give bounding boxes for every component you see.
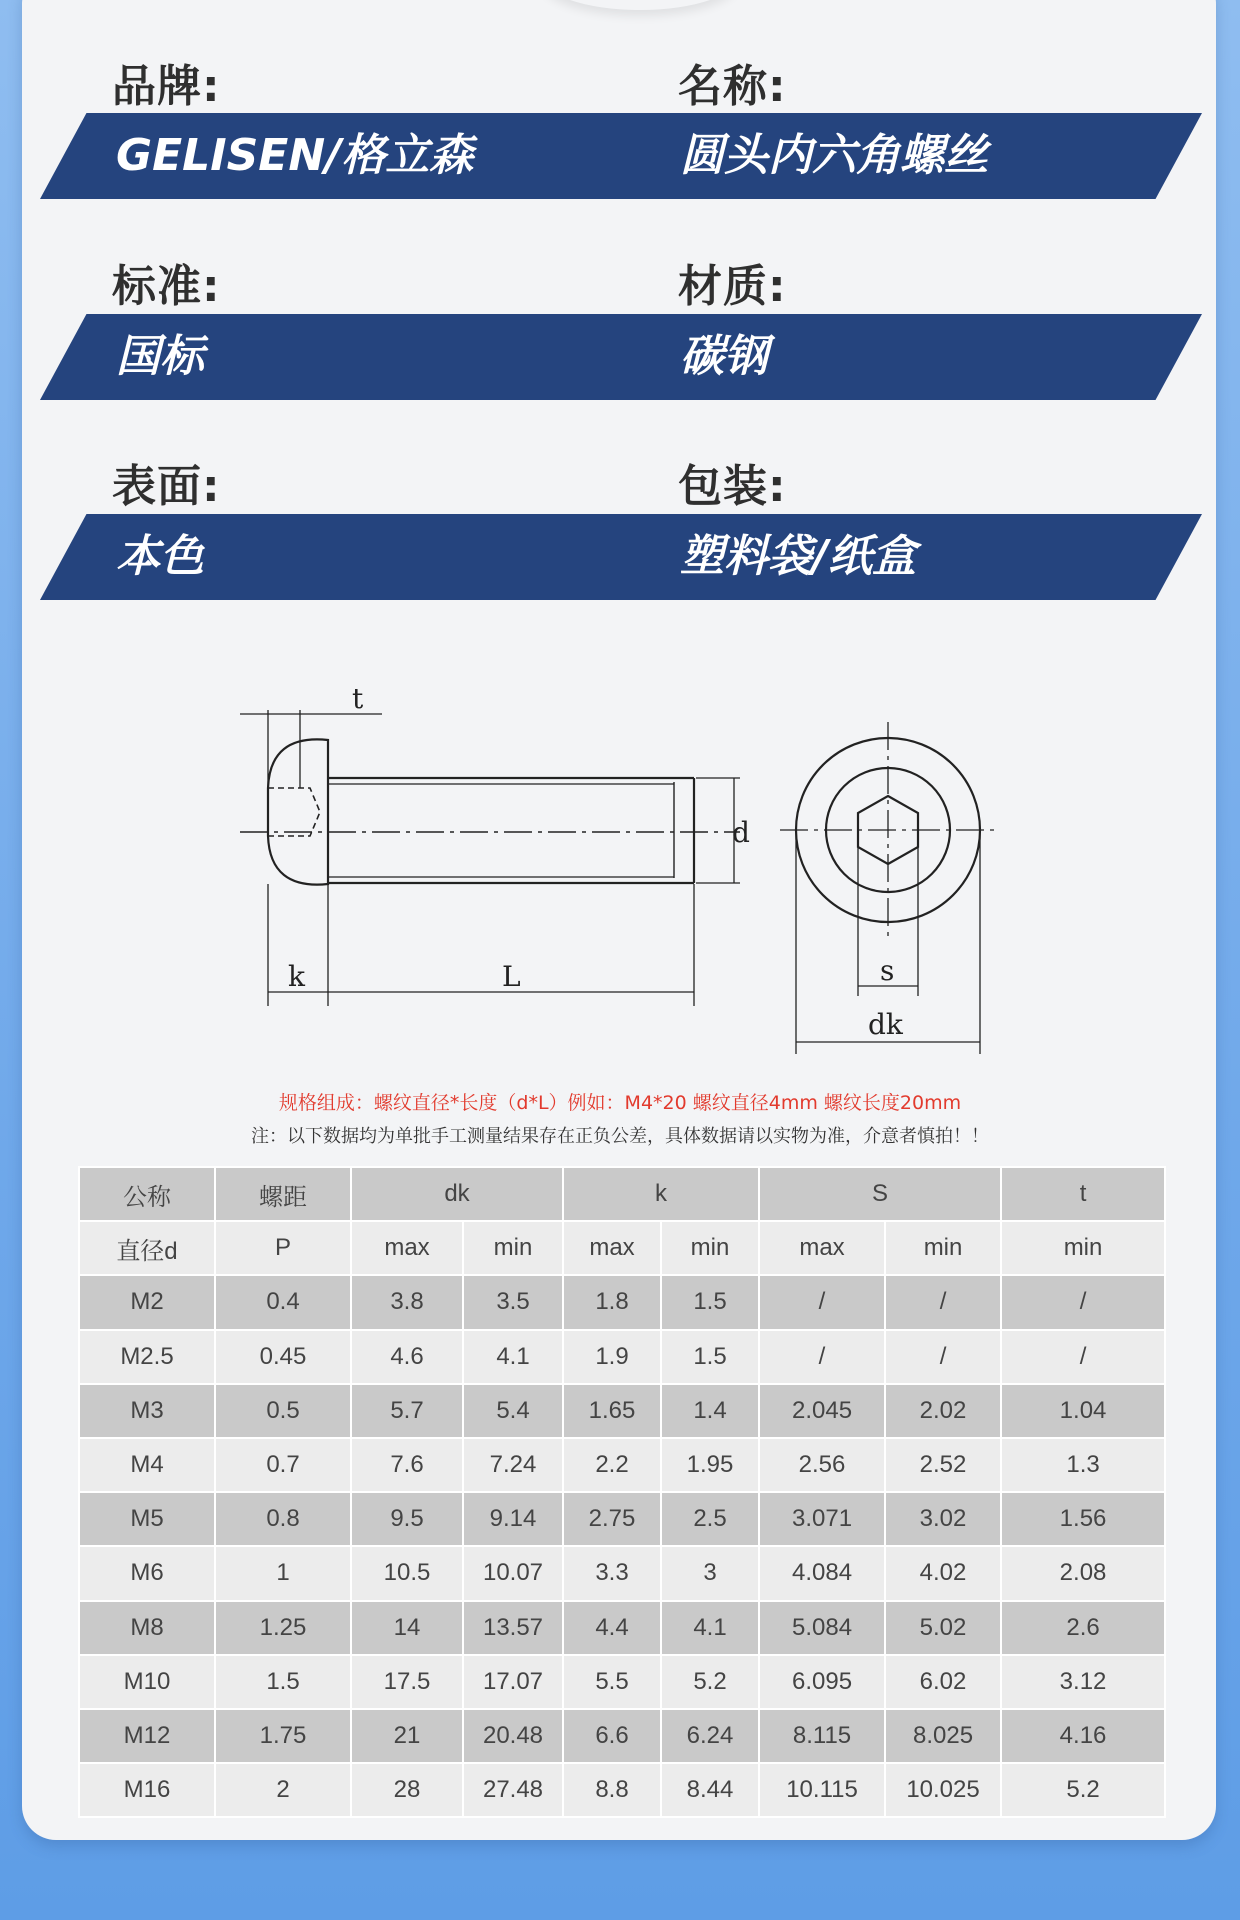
table-cell: 28 (351, 1763, 463, 1817)
table-cell: 1.4 (661, 1384, 759, 1438)
table-cell: 5.02 (885, 1601, 1001, 1655)
table-cell: 3.3 (563, 1546, 661, 1600)
table-row (79, 1492, 1165, 1546)
disclaimer-note: 注：以下数据均为单批手工测量结果存在正负公差，具体数据请以实物为准，介意者慎拍！！ (251, 1126, 989, 1147)
table-cell: 4.1 (463, 1330, 563, 1384)
table-cell: 1.65 (563, 1384, 661, 1438)
table-cell: 4.084 (759, 1546, 885, 1600)
table-cell: 2.6 (1001, 1601, 1165, 1655)
dim-label-d: d (732, 816, 750, 849)
table-cell: 3.071 (759, 1492, 885, 1546)
table-cell: 6.095 (759, 1655, 885, 1709)
table-cell: M2.5 (79, 1330, 215, 1384)
table-cell: 9.5 (351, 1492, 463, 1546)
table-cell: 4.1 (661, 1601, 759, 1655)
table-cell: 10.025 (885, 1763, 1001, 1817)
table-row (79, 1330, 1165, 1384)
table-cell: M3 (79, 1384, 215, 1438)
table-row (79, 1384, 1165, 1438)
table-cell: 1.25 (215, 1601, 351, 1655)
table-sub-header-row (79, 1221, 1165, 1275)
table-cell: 1.9 (563, 1330, 661, 1384)
table-cell: 3.02 (885, 1492, 1001, 1546)
table-cell: M10 (79, 1655, 215, 1709)
subheader-cell: max (759, 1221, 885, 1275)
table-cell: M2 (79, 1275, 215, 1329)
spec-format-note: 规格组成：螺纹直径*长度（d*L）例如：M4*20 螺纹直径4mm 螺纹长度20mm (278, 1092, 962, 1114)
table-cell: 3 (661, 1546, 759, 1600)
table-cell: 6.6 (563, 1709, 661, 1763)
table-cell: 10.5 (351, 1546, 463, 1600)
hex-recess-side (268, 788, 320, 836)
table-cell: 5.2 (1001, 1763, 1165, 1817)
table-cell: 7.24 (463, 1438, 563, 1492)
table-row (79, 1438, 1165, 1492)
table-cell: 2.52 (885, 1438, 1001, 1492)
table-cell: 6.24 (661, 1709, 759, 1763)
table-cell: 5.4 (463, 1384, 563, 1438)
table-cell: 21 (351, 1709, 463, 1763)
table-cell: / (1001, 1330, 1165, 1384)
table-cell: 5.5 (563, 1655, 661, 1709)
table-cell: 6.02 (885, 1655, 1001, 1709)
table-cell: M4 (79, 1438, 215, 1492)
table-cell: 1.5 (215, 1655, 351, 1709)
table-cell: 2.56 (759, 1438, 885, 1492)
screw-technical-drawing (240, 678, 1020, 1068)
dim-label-dk: dk (868, 1008, 903, 1041)
subheader-cell: min (885, 1221, 1001, 1275)
table-cell: 4.4 (563, 1601, 661, 1655)
table-row (79, 1601, 1165, 1655)
brand-label: 品牌: (112, 61, 221, 112)
subheader-cell: min (1001, 1221, 1165, 1275)
table-cell: 1.5 (661, 1330, 759, 1384)
table-cell: 1.75 (215, 1709, 351, 1763)
table-cell: 8.8 (563, 1763, 661, 1817)
header-pitch: 螺距 (215, 1167, 351, 1221)
table-cell: 1.8 (563, 1275, 661, 1329)
package-label: 包装: (678, 461, 787, 512)
table-cell: M12 (79, 1709, 215, 1763)
table-group-header-row (79, 1167, 1165, 1221)
table-cell: 9.14 (463, 1492, 563, 1546)
brand-value: GELISEN/格立森 (116, 130, 474, 181)
table-cell: / (1001, 1275, 1165, 1329)
header-k: k (563, 1167, 759, 1221)
table-cell: 5.7 (351, 1384, 463, 1438)
table-cell: 4.6 (351, 1330, 463, 1384)
table-cell: 2.045 (759, 1384, 885, 1438)
table-row (79, 1709, 1165, 1763)
standard-value: 国标 (116, 331, 204, 382)
table-cell: 10.115 (759, 1763, 885, 1817)
header-nominal: 公称 (79, 1167, 215, 1221)
dim-label-t: t (352, 682, 364, 715)
header-s: S (759, 1167, 1001, 1221)
table-cell: 0.8 (215, 1492, 351, 1546)
table-cell: 2.08 (1001, 1546, 1165, 1600)
table-cell: / (759, 1330, 885, 1384)
table-cell: / (885, 1330, 1001, 1384)
standard-label: 标准: (112, 261, 221, 312)
table-cell: 1.04 (1001, 1384, 1165, 1438)
table-cell: 3.8 (351, 1275, 463, 1329)
table-cell: 4.16 (1001, 1709, 1165, 1763)
subheader-cell: max (351, 1221, 463, 1275)
package-value: 塑料袋/纸盒 (680, 531, 917, 582)
surface-value: 本色 (116, 531, 204, 582)
material-label: 材质: (678, 261, 787, 312)
table-cell: 20.48 (463, 1709, 563, 1763)
name-value: 圆头内六角螺丝 (680, 130, 988, 181)
table-cell: 13.57 (463, 1601, 563, 1655)
dim-label-k: k (288, 960, 305, 993)
table-body (79, 1275, 1165, 1817)
table-cell: 4.02 (885, 1546, 1001, 1600)
table-cell: 27.48 (463, 1763, 563, 1817)
header-dk: dk (351, 1167, 563, 1221)
table-cell: 14 (351, 1601, 463, 1655)
table-cell: / (885, 1275, 1001, 1329)
table-cell: 0.45 (215, 1330, 351, 1384)
table-cell: M5 (79, 1492, 215, 1546)
table-cell: 1.56 (1001, 1492, 1165, 1546)
table-cell: 1.5 (661, 1275, 759, 1329)
table-cell: 17.07 (463, 1655, 563, 1709)
table-cell: 2.2 (563, 1438, 661, 1492)
standard-material-band (40, 314, 1202, 400)
table-cell: 0.4 (215, 1275, 351, 1329)
table-cell: M6 (79, 1546, 215, 1600)
table-cell: 10.07 (463, 1546, 563, 1600)
table-cell: M8 (79, 1601, 215, 1655)
table-cell: 2.5 (661, 1492, 759, 1546)
table-row (79, 1275, 1165, 1329)
subheader-cell: P (215, 1221, 351, 1275)
table-cell: 3.5 (463, 1275, 563, 1329)
header-t: t (1001, 1167, 1165, 1221)
table-cell: M16 (79, 1763, 215, 1817)
subheader-cell: min (661, 1221, 759, 1275)
table-cell: 7.6 (351, 1438, 463, 1492)
table-cell: 8.025 (885, 1709, 1001, 1763)
table-cell: 1.3 (1001, 1438, 1165, 1492)
screw-head-outline (268, 739, 328, 884)
table-cell: 8.44 (661, 1763, 759, 1817)
table-cell: 1.95 (661, 1438, 759, 1492)
table-row (79, 1546, 1165, 1600)
table-cell: 17.5 (351, 1655, 463, 1709)
subheader-cell: max (563, 1221, 661, 1275)
table-cell: 2.75 (563, 1492, 661, 1546)
name-label: 名称: (678, 61, 787, 112)
table-row (79, 1763, 1165, 1817)
table-cell: 2 (215, 1763, 351, 1817)
surface-label: 表面: (112, 461, 221, 512)
subheader-cell: 直径d (79, 1221, 215, 1275)
dim-label-L: L (502, 960, 521, 993)
table-cell: 0.7 (215, 1438, 351, 1492)
dimension-table (78, 1166, 1166, 1818)
table-cell: 8.115 (759, 1709, 885, 1763)
table-cell: 2.02 (885, 1384, 1001, 1438)
table-cell: 1 (215, 1546, 351, 1600)
table-cell: 5.084 (759, 1601, 885, 1655)
table-cell: / (759, 1275, 885, 1329)
table-row (79, 1655, 1165, 1709)
surface-package-band (40, 514, 1202, 600)
subheader-cell: min (463, 1221, 563, 1275)
table-cell: 3.12 (1001, 1655, 1165, 1709)
dim-label-s: s (880, 954, 895, 987)
table-cell: 5.2 (661, 1655, 759, 1709)
table-cell: 0.5 (215, 1384, 351, 1438)
material-value: 碳钢 (680, 331, 768, 382)
